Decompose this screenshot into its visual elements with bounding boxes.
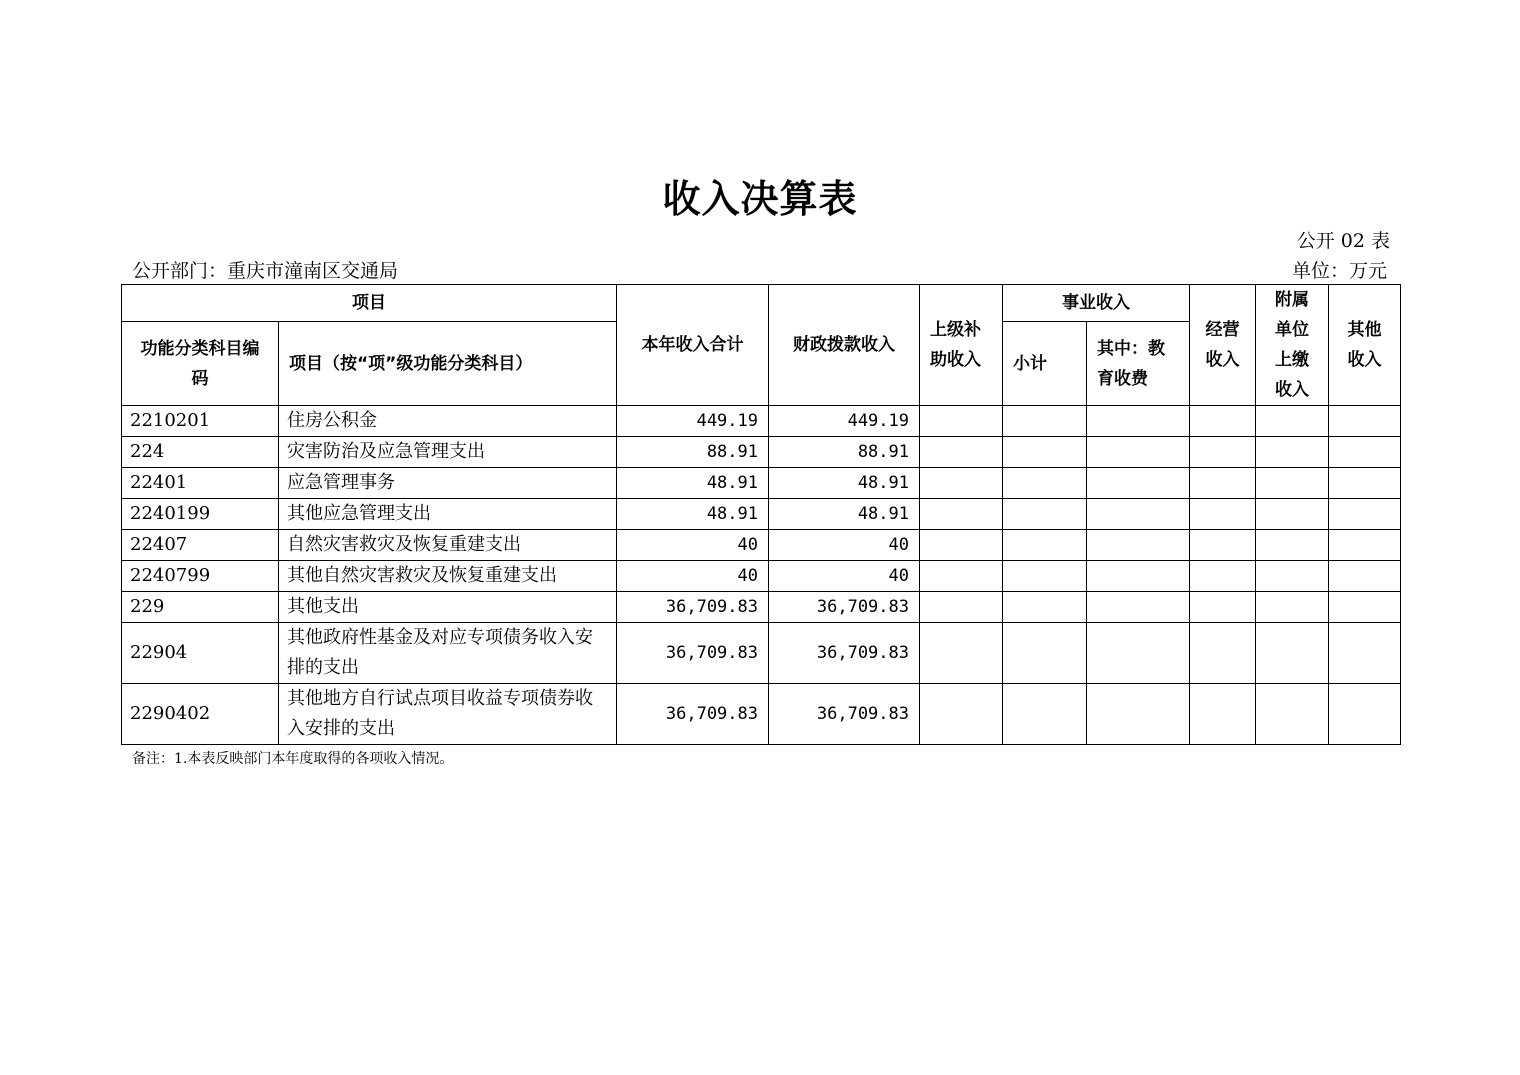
row-total: 36,709.83 <box>617 592 769 623</box>
header-operating-income: 经营收入 <box>1190 285 1256 406</box>
table-row <box>122 499 1401 530</box>
header-fiscal-income: 财政拨款收入 <box>769 285 920 406</box>
income-table <box>121 284 1401 745</box>
row-name: 其他自然灾害救灾及恢复重建支出 <box>279 561 617 592</box>
table-row <box>122 684 1401 745</box>
row-total: 36,709.83 <box>617 623 769 684</box>
row-code: 224 <box>122 437 279 468</box>
row-fiscal: 36,709.83 <box>769 623 920 684</box>
row-total: 40 <box>617 561 769 592</box>
row-fiscal: 40 <box>769 561 920 592</box>
row-total: 36,709.83 <box>617 684 769 745</box>
header-other-income: 其他收入 <box>1329 285 1401 406</box>
header-education-fee: 其中：教育收费 <box>1087 322 1190 406</box>
row-fiscal: 40 <box>769 530 920 561</box>
row-code: 22407 <box>122 530 279 561</box>
row-code: 2240199 <box>122 499 279 530</box>
row-total: 88.91 <box>617 437 769 468</box>
table-row <box>122 561 1401 592</box>
footnote: 备注：1.本表反映部门本年度取得的各项收入情况。 <box>132 751 454 767</box>
header-affiliated-income: 附属单位上缴收入 <box>1256 285 1329 406</box>
table-row <box>122 530 1401 561</box>
row-fiscal: 36,709.83 <box>769 592 920 623</box>
header-superior-subsidy: 上级补助收入 <box>920 285 1003 406</box>
row-total: 48.91 <box>617 499 769 530</box>
header-func-code: 功能分类科目编码 <box>122 322 279 406</box>
row-code: 229 <box>122 592 279 623</box>
table-row <box>122 437 1401 468</box>
row-name: 其他地方自行试点项目收益专项债券收入安排的支出 <box>279 684 617 745</box>
row-fiscal: 48.91 <box>769 499 920 530</box>
row-total: 40 <box>617 530 769 561</box>
row-name: 住房公积金 <box>279 406 617 437</box>
row-fiscal: 449.19 <box>769 406 920 437</box>
row-name: 其他支出 <box>279 592 617 623</box>
header-item: 项目 <box>122 285 617 322</box>
row-fiscal: 48.91 <box>769 468 920 499</box>
row-fiscal: 88.91 <box>769 437 920 468</box>
row-name: 灾害防治及应急管理支出 <box>279 437 617 468</box>
row-fiscal: 36,709.83 <box>769 684 920 745</box>
table-number: 公开 02 表 <box>1296 230 1390 252</box>
table-row <box>122 468 1401 499</box>
page-title: 收入决算表 <box>662 176 858 221</box>
row-code: 22904 <box>122 623 279 684</box>
table-row <box>122 592 1401 623</box>
row-name: 其他应急管理支出 <box>279 499 617 530</box>
row-code: 2240799 <box>122 561 279 592</box>
row-total: 449.19 <box>617 406 769 437</box>
header-business-income: 事业收入 <box>1003 285 1190 322</box>
table-row <box>122 406 1401 437</box>
header-subtotal: 小计 <box>1003 322 1087 406</box>
table-row <box>122 623 1401 684</box>
row-name: 应急管理事务 <box>279 468 617 499</box>
row-name: 其他政府性基金及对应专项债务收入安排的支出 <box>279 623 617 684</box>
department-label: 公开部门：重庆市潼南区交通局 <box>132 260 399 282</box>
row-code: 22401 <box>122 468 279 499</box>
row-total: 48.91 <box>617 468 769 499</box>
row-name: 自然灾害救灾及恢复重建支出 <box>279 530 617 561</box>
row-code: 2210201 <box>122 406 279 437</box>
unit-label: 单位：万元 <box>1291 260 1387 282</box>
header-total-income: 本年收入合计 <box>617 285 769 406</box>
header-item-by-func: 项目（按“项”级功能分类科目） <box>279 322 617 406</box>
row-code: 2290402 <box>122 684 279 745</box>
